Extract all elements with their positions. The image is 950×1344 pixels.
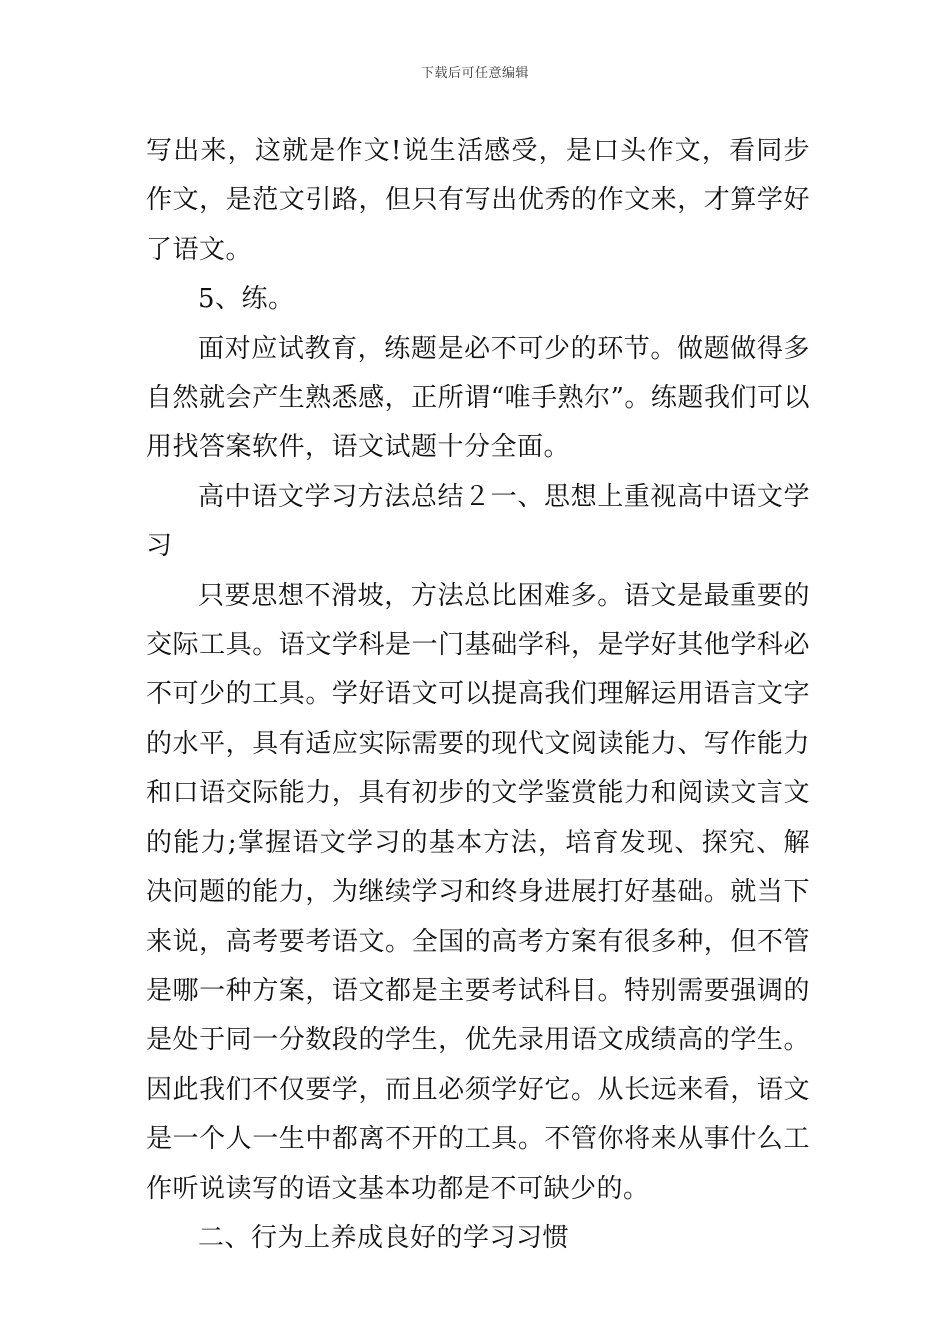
page-header: 下载后可任意编辑 — [420, 66, 529, 81]
document-body — [146, 127, 810, 1263]
paragraph-practice: 面对应试教育，练题是必不可少的环节。做题做得多自然就会产生熟悉感，正所谓“唯手熟尔”。练题我们可以用找答案软件，语文试题十分全面。 — [146, 333, 810, 463]
paragraph-heading-practice: 5、练。 — [198, 284, 295, 315]
paragraph-continuation: 写出来，这就是作文!说生活感受，是口头作文，看同步作文，是范文引路，但只有写出优秀的作文来，才算学好了语文。 — [146, 136, 810, 265]
paragraph-heading-habits: 二、行为上养成良好的学习习惯 — [198, 1222, 570, 1253]
paragraph-importance: 只要思想不滑坡，方法总比困难多。语文是最重要的交际工具。语文学科是一门基础学科，是学好其他学科必不可少的工具。学好语文可以提高我们理解运用语言文字的水平，具有适应实际需要的现代文阅读能力、写作能力和口语交际能力，具有初步的文学鉴赏能力和阅读文言文的能力;掌握语文学习的基本方法，培育发现、探究、解决问题的能力，为继续学习和终身进展打好基础。就当下来说，高考要考语文。全国的高考方案有很多种，但不管是哪一种方案，语文都是主要考试科目。特别需要强调的是处于同一分数段的学生，优先录用语文成绩高的学生。因此我们不仅要学，而且必须学好它。从长远来看，语文是一个人一生中都离不开的工具。不管你将来从事什么工作听说读写的语文基本功都是不可缺少的。 — [146, 580, 810, 1204]
paragraph-section-title: 高中语文学习方法总结２一、思想上重视高中语文学习 — [146, 481, 810, 562]
